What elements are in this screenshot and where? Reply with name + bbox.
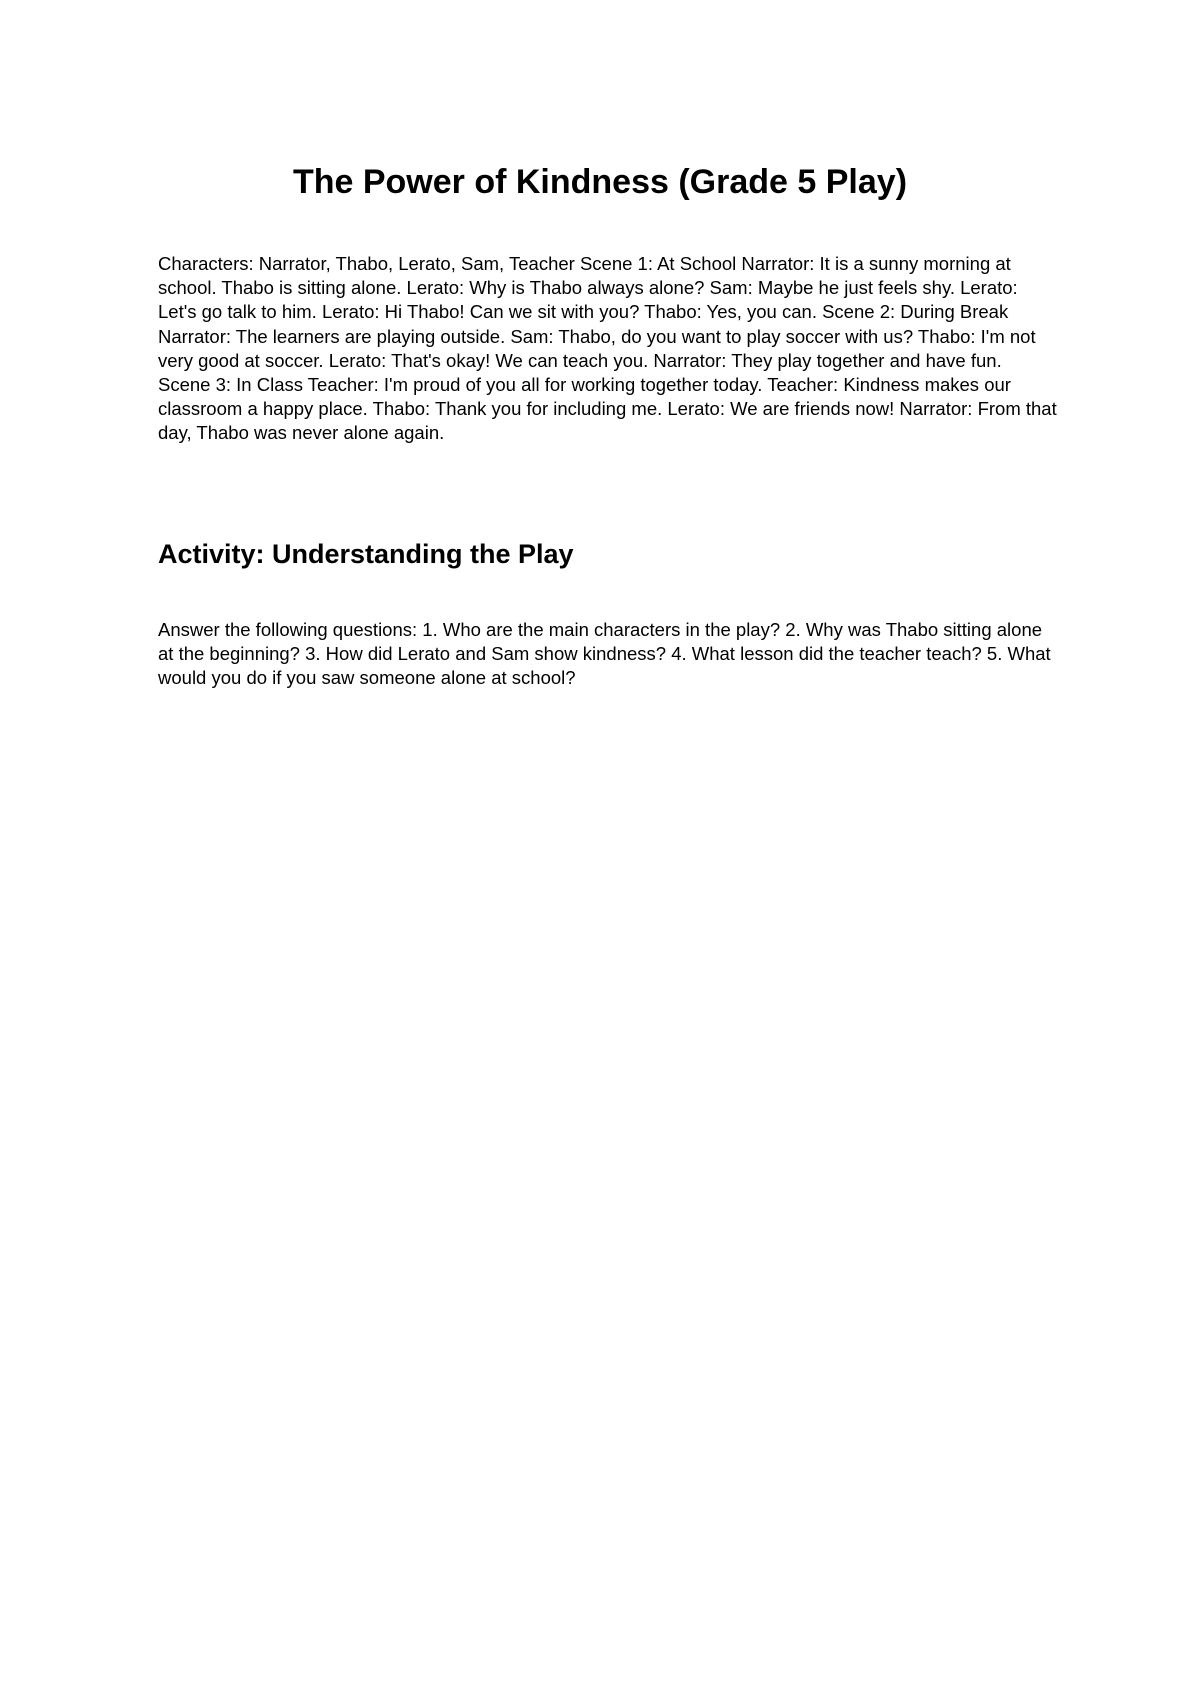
activity-questions-paragraph: Answer the following questions: 1. Who are the main characters in the play? 2. Why was Thabo sitting alone at the beginning? 3. How did Lerato and Sam show kindness? 4. What lesson did the teacher teach? 5. What would you do if you saw someone alone at school? <box>158 619 1051 689</box>
play-script-paragraph: Characters: Narrator, Thabo, Lerato, Sam, Teacher Scene 1: At School Narrator: It is a sunny morning at school. Thabo is sitting alone. Lerato: Why is Thabo always alone? Sam: Maybe he just feels shy. Lerato: Let's go talk to him. Lerato: Hi Thabo! Can we sit with you? Thabo: Yes, you can. Scene 2: During Break Narrator: The learners are playing outside. Sam: Thabo, do you want to play soccer with us? Thabo: I'm not very good at soccer. Lerato: That's okay! We can teach you. Narrator: They play together and have fun. Scene 3: In Class Teacher: I'm proud of you all for working together today. Teacher: Kindness makes our classroom a happy place. Thabo: Thank you for including me. Lerato: We are friends now! Narrator: From that day, Thabo was never alone again. <box>158 253 1057 444</box>
activity-heading: Activity: Understanding the Play <box>158 539 574 569</box>
document-title: The Power of Kindness (Grade 5 Play) <box>292 163 908 201</box>
